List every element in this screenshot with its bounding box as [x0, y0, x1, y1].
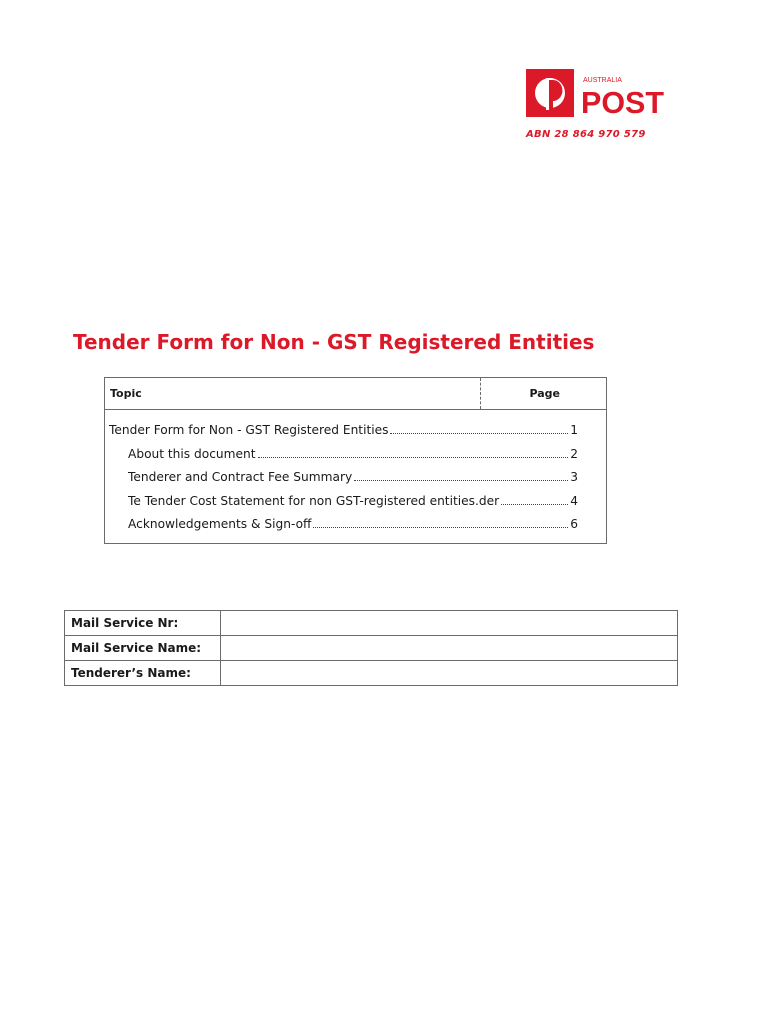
abn-number: ABN 28 864 970 579	[526, 129, 646, 140]
table-row	[65, 636, 678, 661]
toc-entry-label: Te Tender Cost Statement for non GST-registered entities.der	[128, 493, 500, 508]
toc-entry[interactable]	[105, 466, 606, 490]
mail-service-name-field[interactable]	[221, 636, 678, 661]
table-row	[65, 611, 678, 636]
toc-entry-page: 6	[570, 517, 578, 531]
document-title: Tender Form for Non - GST Registered Entities	[73, 330, 595, 354]
toc-leader-dots	[501, 490, 568, 505]
toc-entry-page: 2	[570, 446, 578, 461]
toc-entry[interactable]	[105, 513, 606, 537]
toc-entry-label: Acknowledgements & Sign-off	[128, 517, 312, 531]
toc-body	[105, 410, 606, 537]
toc-entry-label: Tender Form for Non - GST Registered Entities	[109, 423, 389, 437]
toc-entry-page: 3	[570, 470, 578, 484]
toc-entry-label: Tenderer and Contract Fee Summary	[128, 470, 353, 484]
logo-big-text: POST	[581, 85, 664, 117]
toc-entry-page: 4	[570, 493, 578, 508]
toc-leader-dots	[390, 419, 568, 434]
australia-post-logo	[526, 69, 664, 117]
tenderer-name-field[interactable]	[221, 661, 678, 686]
toc-entry[interactable]	[105, 490, 606, 514]
toc-leader-dots	[354, 466, 568, 481]
toc-header	[105, 378, 606, 410]
toc-entry-label: About this document	[128, 446, 256, 461]
toc-header-topic: Topic	[110, 387, 142, 400]
mail-service-nr-field[interactable]	[221, 611, 678, 636]
australia-post-logo-icon	[526, 69, 664, 117]
logo-small-text: AUSTRALIA	[583, 77, 622, 84]
mail-service-nr-label: Mail Service Nr:	[65, 611, 221, 636]
mail-service-name-label: Mail Service Name:	[65, 636, 221, 661]
tenderer-name-label: Tenderer’s Name:	[65, 661, 221, 686]
toc-header-divider	[480, 378, 481, 409]
toc-entry-page: 1	[570, 423, 578, 437]
toc-leader-dots	[313, 513, 568, 528]
toc-entry[interactable]	[105, 419, 606, 443]
toc-leader-dots	[258, 443, 568, 458]
table-of-contents	[104, 377, 607, 544]
table-row	[65, 661, 678, 686]
toc-header-page: Page	[529, 387, 560, 400]
toc-entry[interactable]	[105, 443, 606, 467]
mail-service-info-table	[64, 610, 678, 686]
